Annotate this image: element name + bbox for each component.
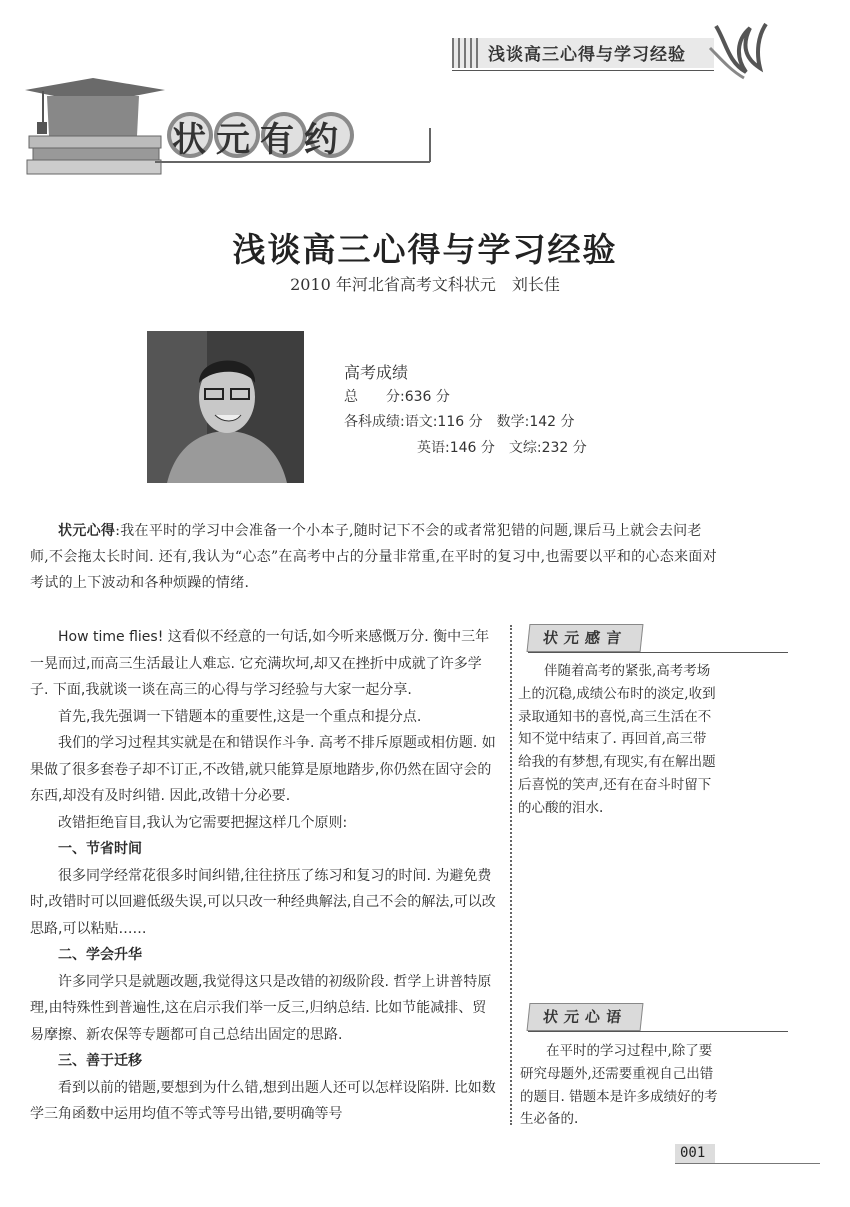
sidebar-text-xinyu: 在平时的学习过程中,除了要研究母题外,还需要重视自己出错的题目. 错题本是许多成绩好的考生必备的. xyxy=(520,1043,718,1128)
page-number: 001 xyxy=(680,1145,706,1161)
swirl-logo-icon xyxy=(706,18,768,82)
sidebar-text-gany: 伴随着高考的紧张,高考考场上的沉稳,成绩公布时的淡定,收到录取通知书的喜悦,高三生活在不知不觉中结束了. 再回首,高三带给我的有梦想,有现实,有在解出题后喜悦的笑声,还有在奋斗时留下的心酸的泪水. xyxy=(518,663,716,816)
article-body xyxy=(30,624,498,1128)
section-heading: 二、学会升华 xyxy=(58,947,142,963)
byline: 2010 年河北省高考文科状元 刘长佳 xyxy=(290,275,560,294)
body-paragraph: 很多同学经常花很多时间纠错,往往挤压了练习和复习的时间. 为避免费时,改错时可以回避低级失误,可以只改一种经典解法,自己不会的解法,可以改思路,可以粘贴…… xyxy=(30,867,496,937)
column-name: 状元有约 xyxy=(172,120,348,160)
article-title: 浅谈高三心得与学习经验 xyxy=(232,230,618,269)
header-stripes xyxy=(452,38,480,68)
author-photo xyxy=(147,331,304,483)
body-paragraph: 首先,我先强调一下错题本的重要性,这是一个重点和提分点. xyxy=(58,708,422,725)
intro-label: 状元心得 xyxy=(58,523,116,539)
score-total: 总 分:636 分 xyxy=(344,389,450,405)
score-subjects-row2: 英语:146 分 文综:232 分 xyxy=(417,440,587,456)
running-title: 浅谈高三心得与学习经验 xyxy=(488,45,686,65)
body-paragraph: 看到以前的错题,要想到为什么错,想到出题人还可以怎样设陷阱. 比如数学三角函数中运用均值不等式等号出错,要明确等号 xyxy=(30,1079,496,1122)
intro-paragraph xyxy=(30,518,720,596)
sidebar-tag-gany: 状元感言 xyxy=(527,624,644,652)
column-divider xyxy=(510,625,512,1125)
body-paragraph: 改错拒绝盲目,我认为它需要把握这样几个原则: xyxy=(58,814,348,831)
scores-heading: 高考成绩 xyxy=(344,363,409,382)
body-paragraph: How time flies! 这看似不经意的一句话,如今听来感慨万分. 衡中三年一晃而过,而高三生活最让人难忘. 它充满坎坷,却又在挫折中成就了许多学子. 下面,我就谈一谈在高三的心得与学习经验与大家一起分享. xyxy=(30,629,490,698)
header-rule xyxy=(452,70,714,71)
body-paragraph: 许多同学只是就题改题,我觉得这只是改错的初级阶段. 哲学上讲普特原理,由特殊性到普遍性,这在启示我们举一反三,归纳总结. 比如节能减排、贸易摩擦、新农保等专题都可自己总结出固定的思路. xyxy=(30,973,492,1043)
intro-text: :我在平时的学习中会准备一个小本子,随时记下不会的或者常犯错的问题,课后马上就会去问老师,不会拖太长时间. 还有,我认为“心态”在高考中占的分量非常重,在平时的复习中,也需要以平和的心态来面对考试的上下波动和各种烦躁的情绪. xyxy=(30,523,717,591)
section-heading: 三、善于迁移 xyxy=(58,1053,142,1069)
footer-rule xyxy=(675,1163,820,1164)
body-paragraph: 我们的学习过程其实就是在和错误作斗争. 高考不排斥原题或相仿题. 如果做了很多套卷子却不订正,不改错,就只能算是原地踏步,你仍然在固守会的东西,却没有及时纠错. 因此,改错十分必要. xyxy=(30,735,496,804)
sidebar-rule xyxy=(528,1031,788,1032)
section-heading: 一、节省时间 xyxy=(58,841,142,857)
sidebar-rule xyxy=(528,652,788,653)
sidebar-tag-xinyu: 状元心语 xyxy=(527,1003,644,1031)
score-subjects-row1: 各科成绩:语文:116 分 数学:142 分 xyxy=(344,414,575,430)
